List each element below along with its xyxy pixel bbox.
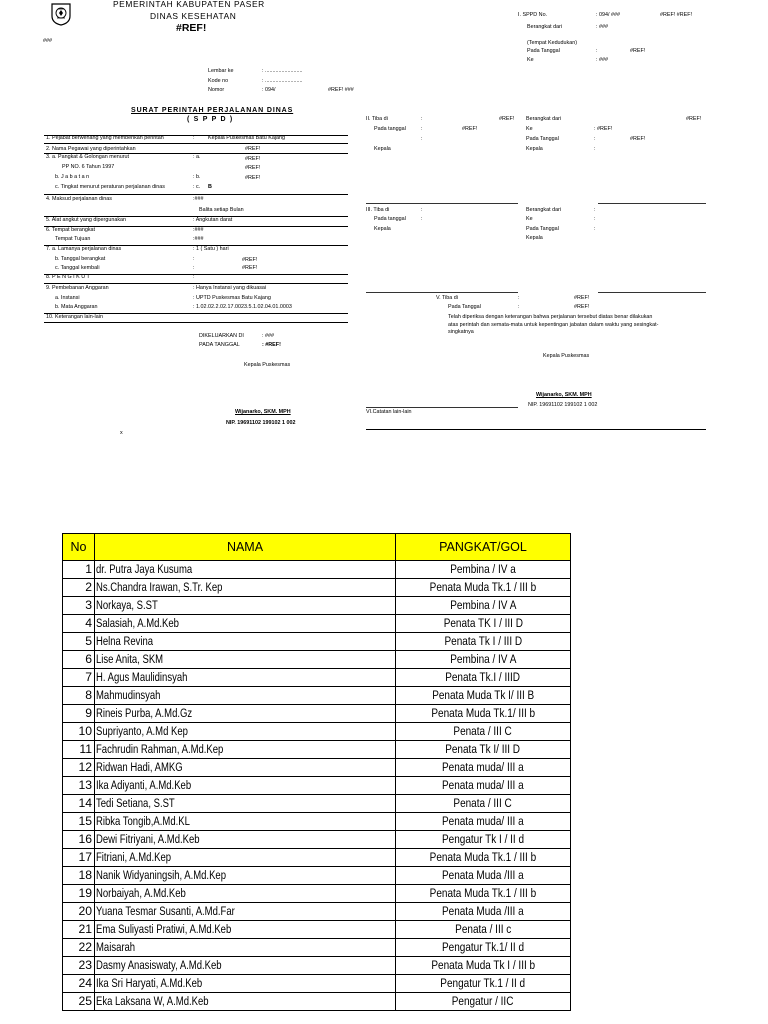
row-no-text: 24 [78,976,92,990]
table-row [63,975,571,993]
field-4-label: 4. Maksud perjalanan dinas [46,196,112,202]
row-no-text: 17 [78,850,92,864]
row-nama [95,957,396,975]
row-pangkat [396,741,571,759]
nomor-value: : 094/ [262,87,276,93]
row-no-text: 22 [78,940,92,954]
lembar-label: Lembar ke [208,68,234,74]
field-10-label: 10. Keterangan lain-lain [46,314,103,320]
s3-ke-label: Ke [526,216,533,222]
row-pangkat [396,795,571,813]
form-subtitle: ( S P P D ) [187,116,234,123]
field-8-sep: : [193,274,195,280]
row-no-text: 20 [78,904,92,918]
row-no [63,633,95,651]
kode-value: : ......................... [262,78,303,84]
row-no [63,561,95,579]
table-row [63,849,571,867]
s5-kepala: Kepala Puskesmas [543,353,590,359]
row-pangkat [396,687,571,705]
row-pangkat [396,993,571,1011]
row-nama [95,975,396,993]
row-nama [95,723,396,741]
col-header-no: No [63,534,95,561]
staff-table-body [63,561,571,1011]
row-pangkat-text: Penata / III C [453,796,513,810]
field-3a-value2: #REF! [245,165,261,171]
s2-tiba-label: II. Tiba di [366,116,388,122]
field-3b-sep: : b. [193,174,201,180]
issued-kepala: Kepala Puskesmas [244,362,291,368]
row-pangkat [396,849,571,867]
field-7a-label: 7. a. Lamanya perjalanan dinas [46,246,122,252]
field-7c-sep: : [193,265,195,271]
row-pangkat [396,561,571,579]
form-title: SURAT PERINTAH PERJALANAN DINAS [131,107,294,114]
row-no-text: 3 [85,598,92,612]
issued-di-label: DIKELUARKAN DI [199,333,244,339]
table-row [63,633,571,651]
row-no [63,831,95,849]
row-pangkat [396,615,571,633]
row-no [63,669,95,687]
field-5-sep: : Angkutan darat [193,217,233,223]
row-pangkat-text: Penata TK I / III D [443,616,523,630]
row-nama-text: Helna Revina [96,634,154,648]
sppd-no-value: : 094/ ### [596,12,620,18]
row-no-text: 15 [78,814,92,828]
table-row [63,615,571,633]
table-row [63,561,571,579]
field-6-sep: :### [193,227,204,233]
field-6b-label: Tempat Tujuan [55,236,91,242]
row-no-text: 2 [85,580,92,594]
berangkat-value: : ### [596,24,608,30]
row-nama [95,669,396,687]
row-no [63,615,95,633]
field-3c-value: B [208,184,212,190]
col-header-pangkat: PANGKAT/GOL [396,534,571,561]
row-no [63,885,95,903]
row-nama-text: dr. Putra Jaya Kusuma [96,562,193,576]
field-4-sep: :### [193,196,204,202]
row-pangkat [396,813,571,831]
field-7b-value: #REF! [242,257,258,263]
row-nama-text: Maisarah [96,940,136,954]
row-no [63,903,95,921]
table-row [63,831,571,849]
row-pangkat-text: Penata muda/ III a [442,760,524,774]
row-pangkat [396,777,571,795]
field-6b-sep: :### [193,236,204,242]
row-no [63,651,95,669]
row-pangkat-text: Penata Muda Tk.1 / III b [429,886,537,900]
ke-value: : ### [596,57,608,63]
row-nama-text: Fachrudin Rahman, A.Md.Kep [96,742,224,756]
row-nama [95,777,396,795]
row-pangkat [396,975,571,993]
row-no-text: 16 [78,832,92,846]
row-no-text: 23 [78,958,92,972]
row-no [63,849,95,867]
row-pangkat-text: Penata Muda Tk.1 / III b [429,850,537,864]
row-nama-text: Lise Anita, SKM [96,652,164,666]
table-row [63,669,571,687]
row-no-text: 19 [78,886,92,900]
s3-pt2-label: Pada Tanggal [526,226,559,232]
row-no-text: 4 [85,616,92,630]
s3-pt2-colon: : [594,226,596,232]
row-nama [95,813,396,831]
row-no [63,813,95,831]
row-no [63,867,95,885]
row-pangkat-text: Penata muda/ III a [442,778,524,792]
s2-ke-value: : #REF! [594,126,613,132]
row-nama-text: Dasmy Anasiswaty, A.Md.Keb [96,958,222,972]
row-nama [95,849,396,867]
header-hash: ### [43,38,52,44]
field-9a-sep: : UPTD Puskesmas Batu Kajang [193,295,271,301]
field-1-sep: : [193,135,195,141]
pada-tanggal-value: #REF! [630,48,646,54]
pada-tanggal-label: Pada Tanggal [527,48,560,54]
field-7c-label: c. Tanggal kembali [55,265,100,271]
row-pangkat [396,921,571,939]
s3-pt-colon: : [421,216,423,222]
table-row [63,993,571,1011]
row-no [63,687,95,705]
sppd-no-label: I. SPPD No. [518,12,548,18]
field-3a-sep: : a. [193,154,201,160]
row-pangkat-text: Penata / III c [454,922,512,936]
row-nama-text: Mahmudinsyah [96,688,161,702]
field-5-label: 5. Alat angkut yang dipergunakan [46,217,127,223]
row-pangkat [396,651,571,669]
row-nama-text: Supriyanto, A.Md Kep [96,724,188,738]
s5-text3: singkatnya [448,329,474,335]
nomor-label: Nomor [208,87,225,93]
row-nama [95,579,396,597]
s3-berangkat-colon: : [594,207,596,213]
field-3a-label: 3. a. Pangkat & Golongan menurut [46,154,130,160]
row-pangkat-text: Penata muda/ III a [442,814,524,828]
row-pangkat-text: Penata Muda Tk.1/ III b [431,706,535,720]
row-pangkat-text: Penata Muda /III a [442,868,524,882]
row-no-text: 7 [85,670,92,684]
sppd-refs: #REF! #REF! [660,12,693,18]
s5-tiba-ref: #REF! [574,295,590,301]
field-9a-label: a. Instansi [55,295,80,301]
row-pangkat-text: Pembina / IV A [449,598,517,612]
row-no-text: 9 [85,706,92,720]
government-name: PEMERINTAH KABUPATEN PASER [113,0,265,9]
row-nama [95,741,396,759]
s2-pt-ref: #REF! [462,126,478,132]
s2-pt2-ref: #REF! [630,136,646,142]
table-row [63,813,571,831]
row-no-text: 10 [78,724,92,738]
row-no [63,741,95,759]
s3-tiba-colon: : [421,207,423,213]
row-nama [95,759,396,777]
row-nama [95,993,396,1011]
row-no-text: 8 [85,688,92,702]
row-no [63,975,95,993]
pada-tanggal-colon: : [596,48,598,54]
field-8-label: 8. P E N G I K U T [46,274,90,280]
row-pangkat [396,579,571,597]
table-row [63,921,571,939]
row-no [63,579,95,597]
s3-ke-colon: : [594,216,596,222]
s5-signer-name: Wijanarko, SKM. MPH [536,392,592,398]
row-nama [95,921,396,939]
field-3a-value: #REF! [245,156,261,162]
row-pangkat [396,885,571,903]
kode-label: Kode no [208,78,229,84]
row-no [63,993,95,1011]
row-nama-text: Norbaiyah, A.Md.Keb [96,886,186,900]
row-no-text: 13 [78,778,92,792]
s2-colon3: : [421,136,423,142]
table-row [63,651,571,669]
row-nama [95,687,396,705]
table-header-row [63,534,571,561]
s2-pt2-colon: : [594,136,596,142]
row-nama-text: Tedi Setiana, S.ST [96,796,175,810]
s5-signer-nip: NIP. 19691102 199102 1 002 [528,402,598,408]
s5-pt-ref: #REF! [574,304,590,310]
s2-ke-label: Ke [526,126,533,132]
table-row [63,705,571,723]
issued-tgl-value: : #REF! [262,342,281,348]
field-2-value: #REF! [245,146,261,152]
table-row [63,903,571,921]
row-pangkat-text: Penata Muda /III a [442,904,524,918]
row-pangkat-text: Penata Muda Tk I/ III B [431,688,535,702]
berangkat-label: Berangkat dari [527,24,563,30]
issued-di-value: : ### [262,333,274,339]
staff-table [62,533,571,1011]
row-nama [95,939,396,957]
field-3c-sep: : c. [193,184,201,190]
table-row [63,759,571,777]
s3-tiba-label: III. Tiba di [366,207,390,213]
row-pangkat-text: Penata Muda Tk.1 / III b [429,580,537,594]
ke-label: Ke [527,57,534,63]
row-no [63,759,95,777]
s3-kepala: Kepala [374,226,391,232]
field-2-label: 2. Nama Pegawai yang diperintahkan [46,146,136,152]
field-9b-label: b. Mata Anggaran [55,304,98,310]
table-row [63,885,571,903]
row-nama [95,795,396,813]
row-pangkat [396,957,571,975]
row-no [63,723,95,741]
s6-label: VI.Catatan lain-lain [366,409,412,415]
x-mark: x [120,430,123,436]
field-3c-label: c. Tingkat menurut peraturan perjalanan dinas [55,184,165,190]
field-3b-label: b. J a b a t a n [55,174,90,180]
nomor-refs: #REF! ### [328,87,354,93]
row-pangkat-text: Penata Muda Tk I / III b [431,958,535,972]
row-nama-text: Eka Laksana W, A.Md.Keb [96,994,209,1008]
field-7a-sep: : 1 ( Satu ) hari [193,246,229,252]
row-no [63,597,95,615]
row-nama [95,705,396,723]
row-nama [95,651,396,669]
row-nama [95,633,396,651]
table-row [63,777,571,795]
table-row [63,957,571,975]
row-nama-text: Rineis Purba, A.Md.Gz [96,706,193,720]
table-row [63,723,571,741]
field-1-label: 1. Pejabat berwenang yang memberikan perintah [46,135,164,141]
row-no [63,921,95,939]
table-row [63,597,571,615]
field-9-label: 9. Pembebanan Anggaran [46,285,109,291]
row-no [63,939,95,957]
signer-name: Wijanarko, SKM. MPH [235,409,291,415]
row-nama-text: Ridwan Hadi, AMKG [96,760,183,774]
field-6-label: 6. Tempat berangkat [46,227,96,233]
row-pangkat-text: Penata Tk.I / IIID [445,670,521,684]
row-no [63,795,95,813]
field-7c-value: #REF! [242,265,258,271]
lembar-value: : ......................... [262,68,303,74]
row-nama-text: Dewi Fitriyani, A.Md.Keb [96,832,200,846]
header-ref: #REF! [176,22,207,34]
row-nama [95,903,396,921]
row-no-text: 25 [78,994,92,1008]
row-nama [95,561,396,579]
row-pangkat-text: Pengatur Tk.1/ II d [441,940,525,954]
table-row [63,579,571,597]
row-nama-text: Norkaya, S.ST [96,598,158,612]
row-no-text: 12 [78,760,92,774]
field-9b-sep: : 1.02.02.2.02.17.0023.5.1.02.04.01.0003 [193,304,292,310]
row-pangkat-text: Penata / III C [453,724,513,738]
row-pangkat-text: Penata Tk I / III D [444,634,522,648]
field-4-value: Balita setiap Bulan [199,207,244,213]
row-pangkat [396,831,571,849]
s2-tiba-colon: : [421,116,423,122]
col-header-nama: NAMA [95,534,396,561]
row-no [63,957,95,975]
s5-text1: Telah diperiksa dengan keterangan bahwa perjalanan tersebut diatas benar dilakukan [448,314,653,320]
row-nama-text: H. Agus Maulidinsyah [96,670,188,684]
row-pangkat-text: Pengatur Tk I / II d [441,832,525,846]
row-pangkat [396,597,571,615]
row-pangkat-text: Pengatur / IIC [452,994,514,1008]
row-no-text: 14 [78,796,92,810]
row-nama [95,885,396,903]
row-no [63,705,95,723]
row-nama [95,597,396,615]
s2-kepala2-colon: : [594,146,596,152]
row-no-text: 5 [85,634,92,648]
s5-tiba-colon: : [518,295,520,301]
table-row [63,795,571,813]
row-pangkat-text: Penata Tk I/ III D [445,742,521,756]
s5-pt-colon: : [518,304,520,310]
row-nama-text: Ika Sri Haryati, A.Md.Keb [96,976,203,990]
table-row [63,687,571,705]
row-pangkat-text: Pembina / IV A [449,652,517,666]
row-pangkat [396,939,571,957]
row-nama [95,867,396,885]
row-no [63,777,95,795]
kedudukan-note: (Tempat Kedudukan) [527,40,578,46]
row-no-text: 1 [85,562,92,576]
row-pangkat [396,705,571,723]
row-nama-text: Yuana Tesmar Susanti, A.Md.Far [96,904,235,918]
row-nama-text: Fitriani, A.Md.Kep [96,850,172,864]
row-nama [95,615,396,633]
s2-kepala: Kepala [374,146,391,152]
field-3b-value: #REF! [245,175,261,181]
table-row [63,741,571,759]
s5-tiba-label: V. Tiba di [436,295,458,301]
row-pangkat [396,867,571,885]
s2-pt2-label: Pada Tanggal [526,136,559,142]
row-nama-text: Salasiah, A.Md.Keb [96,616,179,630]
row-pangkat [396,903,571,921]
signer-nip: NIP. 19691102 199102 1 002 [226,420,296,426]
s2-berangkat-ref: #REF! [686,116,702,122]
row-pangkat [396,723,571,741]
s2-tiba-ref: #REF! [499,116,515,122]
row-nama-text: Nanik Widyaningsih, A.Md.Kep [96,868,226,882]
row-no-text: 11 [79,742,92,756]
s3-berangkat-label: Berangkat dari [526,207,562,213]
row-nama-text: Ns.Chandra Irawan, S.Tr. Kep [96,580,223,594]
s2-pt-colon: : [421,126,423,132]
issued-tgl-label: PADA TANGGAL [199,342,240,348]
s2-berangkat-label: Berangkat dari [526,116,562,122]
row-no-text: 6 [85,652,92,666]
s3-kepala2: Kepala [526,235,543,241]
row-nama-text: Ika Adiyanti, A.Md.Keb [96,778,192,792]
row-pangkat-text: Pengatur Tk.1 / II d [440,976,526,990]
row-nama-text: Ema Suliyasti Pratiwi, A.Md.Keb [96,922,232,936]
table-row [63,939,571,957]
field-3a-pp: PP NO. 6 Tahun 1997 [62,164,115,170]
row-pangkat [396,633,571,651]
s3-pt-label: Pada tanggal [374,216,406,222]
s5-text2: atas perintah dan semata-mata untuk kepentingan jabatan dalam waktu yang sesingkat- [448,322,659,328]
table-row [63,867,571,885]
regency-emblem-icon [49,2,73,26]
row-nama-text: Ribka Tongib,A.Md.KL [96,814,190,828]
row-pangkat-text: Pembina / IV a [450,562,516,576]
s5-pt-label: Pada Tanggal [448,304,481,310]
row-no-text: 18 [78,868,92,882]
row-pangkat [396,669,571,687]
row-pangkat [396,759,571,777]
s2-pt-label: Pada tanggal [374,126,406,132]
row-nama [95,831,396,849]
field-9-sep: : Hanya Instansi yang dikuasai [193,285,267,291]
s2-kepala2: Kepala [526,146,543,152]
field-7b-sep: : [193,256,195,262]
field-7b-label: b. Tanggal berangkat [55,256,106,262]
field-1-value: Kepala Puskesmas Batu Kajang [208,135,286,141]
agency-name: DINAS KESEHATAN [150,11,237,21]
row-no-text: 21 [78,922,92,936]
